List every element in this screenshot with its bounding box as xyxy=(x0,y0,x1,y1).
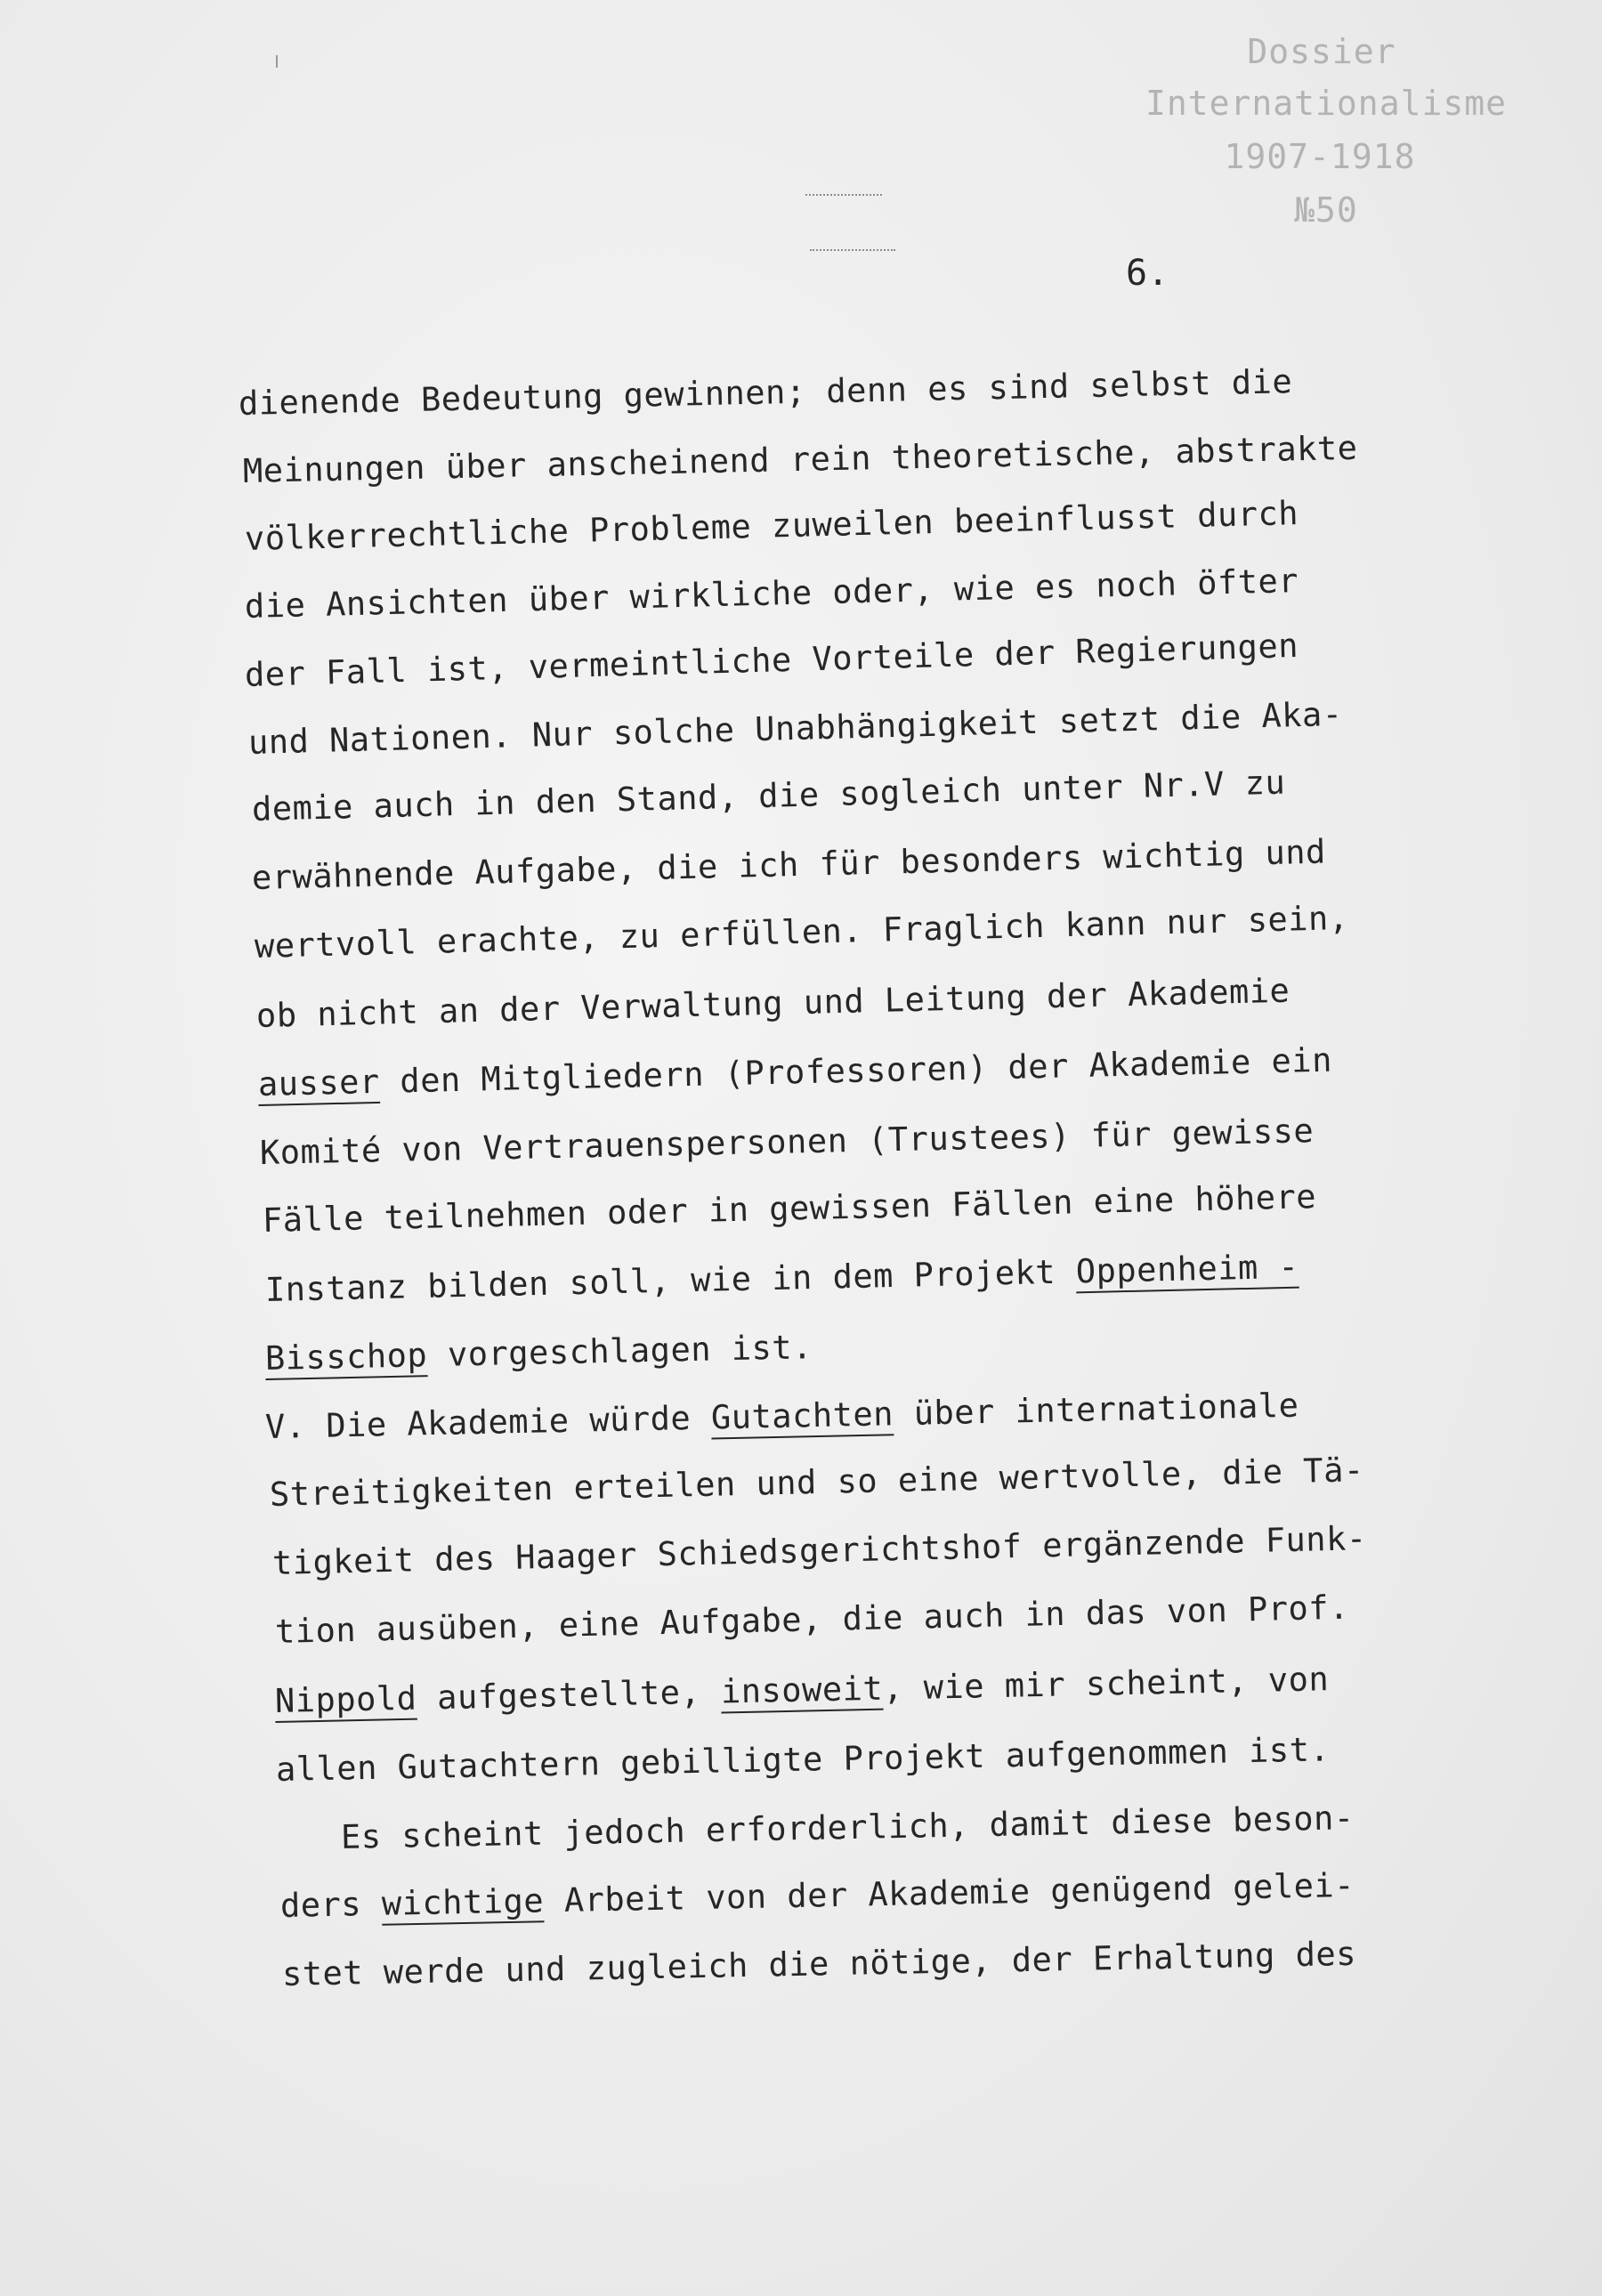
text-segment: V. Die Akademie würde xyxy=(264,1398,712,1446)
text-segment: tigkeit des Haager Schiedsgerichtshof ergänzende Funk- xyxy=(271,1519,1368,1582)
text-segment: und Nationen. Nur solche Unabhängigkeit setzt die Aka- xyxy=(247,694,1344,762)
text-line xyxy=(341,1799,1355,1856)
page-number: 6. xyxy=(1126,253,1169,294)
paper-mark xyxy=(276,55,278,68)
underlined-text: insoweit xyxy=(720,1669,884,1711)
text-segment: den Mitgliedern (Professoren) der Akademie ein xyxy=(379,1040,1333,1101)
text-segment: Streitigkeiten erteilen und so eine wertvolle, die Tä- xyxy=(269,1451,1365,1514)
underlined-text: Bisschop xyxy=(264,1336,428,1378)
stamp-line-internationalisme: Internationalisme xyxy=(1145,84,1507,123)
underlined-text: Oppenheim - xyxy=(1075,1247,1299,1291)
text-line xyxy=(280,1866,1355,1925)
stamp-line-years: 1907-1918 xyxy=(1224,137,1416,176)
text-line xyxy=(239,362,1293,423)
text-segment: ders xyxy=(279,1884,383,1925)
text-segment: allen Gutachtern gebilligte Projekt aufgenommen ist. xyxy=(275,1730,1331,1789)
text-line xyxy=(260,1112,1315,1172)
text-line xyxy=(282,1935,1357,1993)
text-line xyxy=(254,899,1349,966)
text-line xyxy=(255,972,1290,1035)
text-segment: tion ausüben, eine Aufgabe, die auch in das von Prof. xyxy=(274,1588,1350,1651)
text-line xyxy=(272,1519,1368,1582)
text-line xyxy=(263,1177,1317,1240)
text-segment: Fälle teilnehmen oder in gewissen Fällen eine höhere xyxy=(262,1177,1317,1240)
stamp-line-number: №50 xyxy=(1294,190,1358,230)
dotted-mark-upper xyxy=(805,194,882,196)
text-line xyxy=(275,1589,1350,1651)
text-line xyxy=(243,429,1358,490)
text-line xyxy=(265,1328,813,1378)
text-line xyxy=(276,1730,1331,1789)
text-line xyxy=(265,1386,1299,1446)
text-line xyxy=(265,1248,1299,1309)
text-segment: wertvoll erachte, zu erfüllen. Fraglich kann nur sein, xyxy=(254,898,1350,966)
text-line xyxy=(251,833,1326,897)
underlined-text: Gutachten xyxy=(710,1395,894,1437)
underlined-text: wichtige xyxy=(381,1881,545,1923)
text-segment: erwähnende Aufgabe, die ich für besonders wichtig und xyxy=(251,832,1327,897)
text-segment: die Ansichten über wirkliche oder, wie es noch öfter xyxy=(244,562,1299,626)
text-line xyxy=(244,494,1299,558)
text-segment: vorgeschlagen ist. xyxy=(426,1328,813,1375)
text-segment: über internationale xyxy=(893,1386,1299,1434)
text-segment: , wie mir scheint, von xyxy=(882,1660,1330,1708)
text-line xyxy=(247,695,1343,762)
text-segment: Arbeit von der Akademie genügend gelei- xyxy=(543,1865,1355,1920)
text-segment: Komité von Vertrauenspersonen (Trustees) für gewisse xyxy=(259,1112,1315,1172)
dotted-mark-lower xyxy=(810,249,895,251)
text-line xyxy=(275,1660,1330,1720)
text-line xyxy=(258,1041,1333,1104)
text-segment: dienende Bedeutung gewinnen; denn es sind selbst die xyxy=(238,362,1293,423)
text-line xyxy=(244,627,1299,694)
stamp-line-dossier: Dossier xyxy=(1247,32,1396,71)
text-segment: stet werde und zugleich die nötige, der Erhaltung des xyxy=(281,1934,1357,1993)
text-line xyxy=(270,1451,1365,1514)
text-segment: Meinungen über anscheinend rein theoretische, abstrakte xyxy=(242,428,1358,490)
text-line xyxy=(251,764,1285,829)
text-segment: Instanz bilden soll, wie in dem Projekt xyxy=(264,1252,1077,1309)
text-segment: demie auch in den Stand, die sogleich unter Nr.V zu xyxy=(251,763,1286,829)
text-segment: ob nicht an der Verwaltung und Leitung der Akademie xyxy=(255,971,1290,1035)
text-line xyxy=(244,562,1299,626)
text-segment: Es scheint jedoch erforderlich, damit diese beson- xyxy=(340,1799,1355,1856)
text-segment: der Fall ist, vermeintliche Vorteile der Regierungen xyxy=(244,626,1299,694)
text-segment: völkerrechtliche Probleme zuweilen beeinflusst durch xyxy=(244,494,1299,558)
underlined-text: Nippold xyxy=(274,1678,417,1720)
underlined-text: ausser xyxy=(257,1062,381,1104)
text-segment: aufgestellte, xyxy=(416,1672,722,1718)
